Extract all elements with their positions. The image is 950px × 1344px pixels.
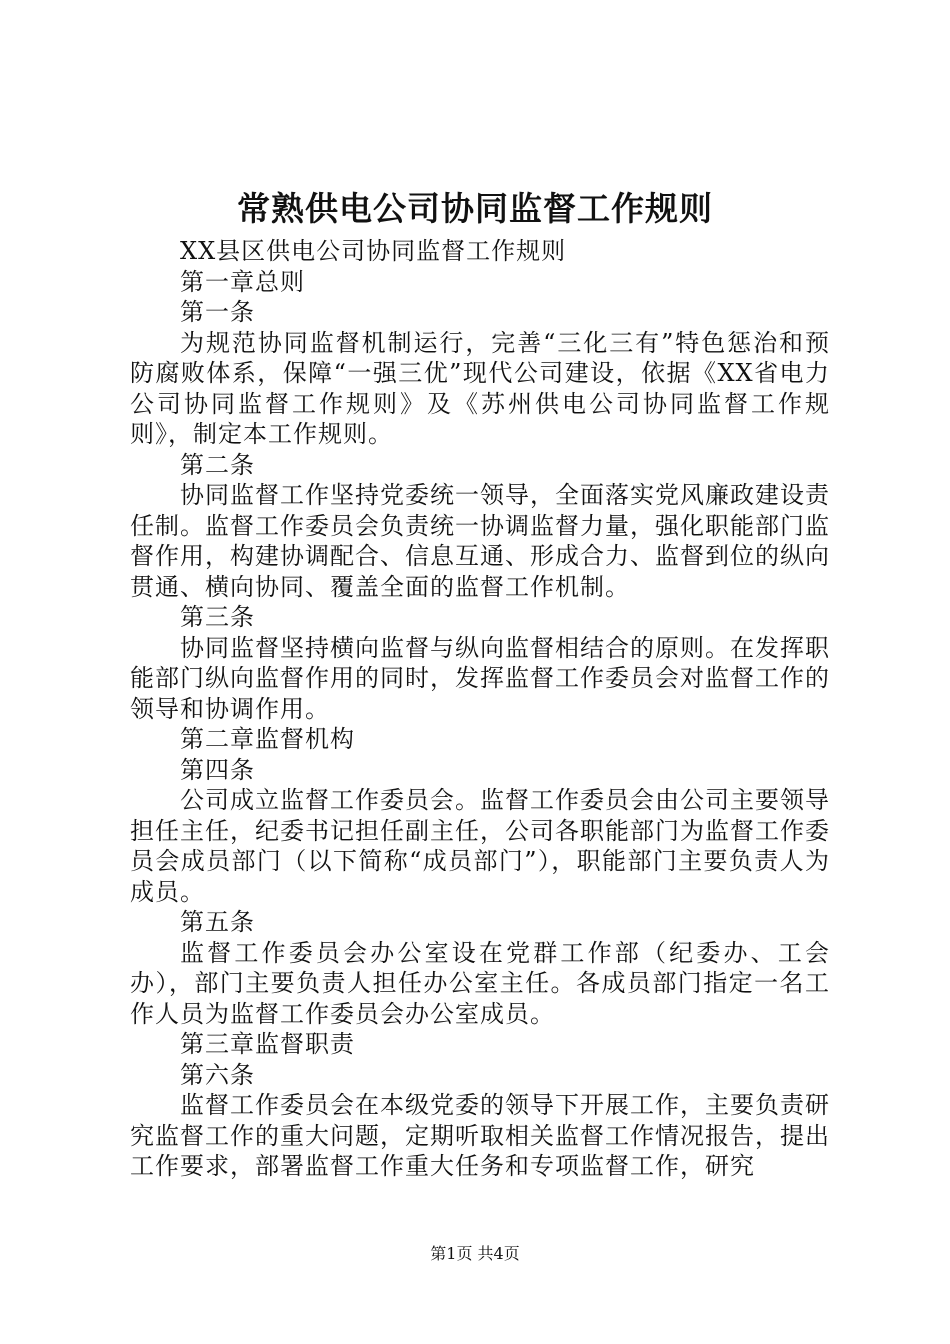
article-heading: 第二条 <box>180 450 255 479</box>
chapter-heading: 第二章监督机构 <box>180 725 355 753</box>
document-title: 常熟供电公司协同监督工作规则 <box>237 189 713 228</box>
document-body <box>130 236 830 1182</box>
article-paragraph: 协同监督坚持横向监督与纵向监督相结合的原则。在发挥职能部门纵向监督作用的同时，发挥监督工作委员会对监督工作的领导和协调作用。 <box>130 633 830 723</box>
article-paragraph: 协同监督工作坚持党委统一领导，全面落实党风廉政建设责任制。监督工作委员会负责统一协调监督力量，强化职能部门监督作用，构建协调配合、信息互通、形成合力、监督到位的纵向贯通、横向协同、覆盖全面的监督工作机制。 <box>130 481 830 601</box>
article-paragraph: 为规范协同监督机制运行，完善“三化三有”特色惩治和预防腐败体系，保障“一强三优”现代公司建设，依据《XX省电力公司协同监督工作规则》及《苏州供电公司协同监督工作规则》，制定本工作规则。 <box>130 328 830 448</box>
subtitle-line: XX县区供电公司协同监督工作规则 <box>180 237 567 265</box>
article-heading: 第六条 <box>180 1060 255 1089</box>
article-heading: 第一条 <box>180 298 255 326</box>
article-heading: 第四条 <box>180 755 255 784</box>
page-footer: 第1页 共4页 <box>430 1244 520 1263</box>
article-heading: 第三条 <box>180 603 255 631</box>
chapter-heading: 第一章总则 <box>180 267 305 296</box>
chapter-heading: 第三章监督职责 <box>180 1030 355 1058</box>
article-paragraph: 监督工作委员会在本级党委的领导下开展工作，主要负责研究监督工作的重大问题，定期听取相关监督工作情况报告，提出工作要求，部署监督工作重大任务和专项监督工作，研究 <box>130 1091 830 1180</box>
article-heading: 第五条 <box>180 908 255 936</box>
article-paragraph: 公司成立监督工作委员会。监督工作委员会由公司主要领导担任主任，纪委书记担任副主任，公司各职能部门为监督工作委员会成员部门（以下简称“成员部门”），职能部门主要负责人为成员。 <box>130 786 830 906</box>
article-paragraph: 监督工作委员会办公室设在党群工作部（纪委办、工会办），部门主要负责人担任办公室主任。各成员部门指定一名工作人员为监督工作委员会办公室成员。 <box>130 938 830 1028</box>
